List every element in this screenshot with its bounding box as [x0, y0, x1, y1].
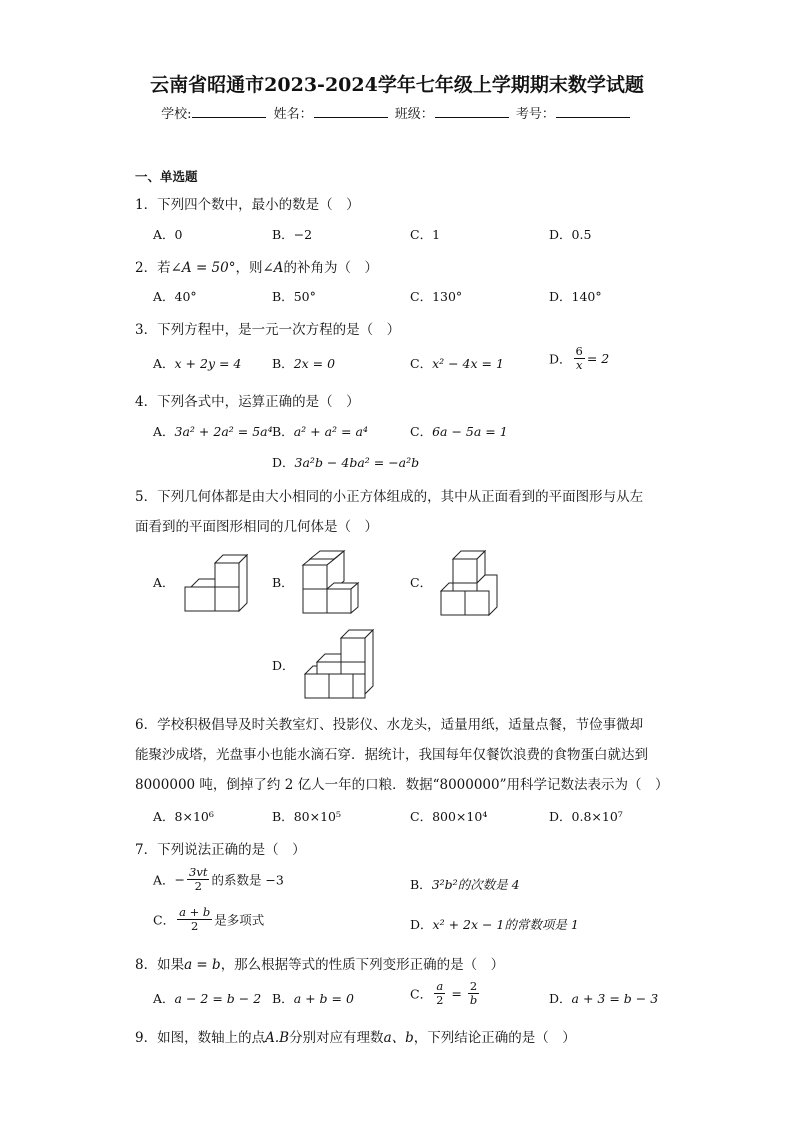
question-7-option-a[interactable]: A．− $\frac{3vt}{2}$ 的系数是 −3 [153, 865, 284, 893]
question-5-stem-line-1: 5．下列几何体都是由大小相同的小正方体组成的，其中从正面看到的平面图形与从左 [135, 489, 644, 505]
question-2-option-c[interactable]: C．130° [410, 289, 463, 304]
question-7-option-c[interactable]: C． $\frac{a + b}{2}$ 是多项式 [153, 905, 265, 933]
cube-figure-d [300, 628, 380, 702]
question-7-option-d[interactable]: D．x² + 2x − 1的常数项是 1 [410, 917, 579, 932]
question-5-option-a[interactable]: A． [153, 575, 175, 590]
question-1-option-b[interactable]: B．−2 [272, 227, 313, 242]
school-blank[interactable] [192, 107, 266, 118]
question-8-option-a[interactable]: A．a − 2 = b − 2 [153, 991, 262, 1006]
exam-number-blank[interactable] [556, 107, 630, 118]
question-8-option-c[interactable]: C． $\frac{a}{2}$ = $\frac{2}{b}$ [410, 979, 478, 1007]
question-5-option-b[interactable]: B． [272, 575, 294, 590]
question-1-option-d[interactable]: D．0.5 [549, 227, 592, 242]
question-6-option-b[interactable]: B．80×10⁵ [272, 809, 341, 824]
question-8-option-b[interactable]: B．a + b = 0 [272, 991, 354, 1006]
question-4-stem: 4．下列各式中，运算正确的是（ ） [135, 394, 360, 410]
class-label: 班级： [394, 107, 434, 122]
question-6-option-c[interactable]: C．800×10⁴ [410, 809, 488, 824]
question-6-option-d[interactable]: D．0.8×10⁷ [549, 809, 623, 824]
question-3-stem: 3．下列方程中，是一元一次方程的是（ ） [135, 322, 401, 338]
class-blank[interactable] [435, 107, 509, 118]
question-3-option-a[interactable]: A．x + 2y = 4 [153, 356, 242, 371]
question-9-stem: 9．如图，数轴上的点A.B分别对应有理数a、b，下列结论正确的是（ ） [135, 1030, 576, 1046]
question-4-option-a[interactable]: A．3a² + 2a² = 5a⁴ [153, 424, 273, 439]
question-2-stem: 2．若∠A = 50°，则∠A的补角为（ ） [135, 260, 379, 276]
question-6-option-a[interactable]: A．8×10⁶ [153, 809, 214, 824]
question-3-option-d[interactable]: D． $\frac{6}{x}$ = 2 [549, 344, 610, 372]
cube-figure-a [180, 545, 250, 615]
exam-number-label: 考号： [515, 107, 555, 122]
school-label: 学校: [161, 107, 192, 122]
question-3-option-c[interactable]: C．x² − 4x = 1 [410, 356, 504, 371]
question-6-stem-line-3: 8000000 吨，倒掉了约 2 亿人一年的口粮．数据“8000000”用科学记数法表示为（ ） [135, 777, 669, 793]
question-1-option-a[interactable]: A．0 [153, 227, 183, 242]
question-4-option-c[interactable]: C．6a − 5a = 1 [410, 424, 508, 439]
question-7-stem: 7．下列说法正确的是（ ） [135, 842, 306, 858]
student-info-line [0, 103, 794, 122]
name-label: 姓名： [273, 107, 313, 122]
question-3-option-b[interactable]: B．2x = 0 [272, 356, 336, 371]
question-5-option-d[interactable]: D． [272, 658, 295, 673]
page-title: 云南省昭通市2023-2024学年七年级上学期期末数学试题 [150, 74, 644, 96]
cube-figure-b [298, 543, 362, 615]
question-8-stem: 8．如果a = b，那么根据等式的性质下列变形正确的是（ ） [135, 957, 505, 973]
cube-figure-c [436, 545, 500, 617]
question-2-option-a[interactable]: A．40° [153, 289, 197, 304]
name-blank[interactable] [314, 107, 388, 118]
question-2-option-d[interactable]: D．140° [549, 289, 602, 304]
question-1-stem: 1．下列四个数中，最小的数是（ ） [135, 197, 360, 213]
question-1-option-c[interactable]: C．1 [410, 227, 441, 242]
section-heading: 一、单选题 [135, 169, 198, 184]
question-7-option-b[interactable]: B．3²b²的次数是 4 [410, 877, 520, 892]
question-6-stem-line-1: 6．学校积极倡导及时关教室灯、投影仪、水龙头，适量用纸，适量点餐，节俭事微却 [135, 717, 644, 733]
question-6-stem-line-2: 能聚沙成塔，光盘事小也能水滴石穿．据统计，我国每年仅餐饮浪费的食物蛋白就达到 [135, 747, 648, 763]
question-8-option-d[interactable]: D．a + 3 = b − 3 [549, 991, 659, 1006]
question-5-option-c[interactable]: C． [410, 575, 433, 590]
question-5-stem-line-2: 面看到的平面图形相同的几何体是（ ） [135, 519, 378, 535]
question-4-option-d[interactable]: D．3a²b − 4ba² = −a²b [272, 455, 420, 470]
question-2-option-b[interactable]: B．50° [272, 289, 316, 304]
question-4-option-b[interactable]: B．a² + a² = a⁴ [272, 424, 368, 439]
